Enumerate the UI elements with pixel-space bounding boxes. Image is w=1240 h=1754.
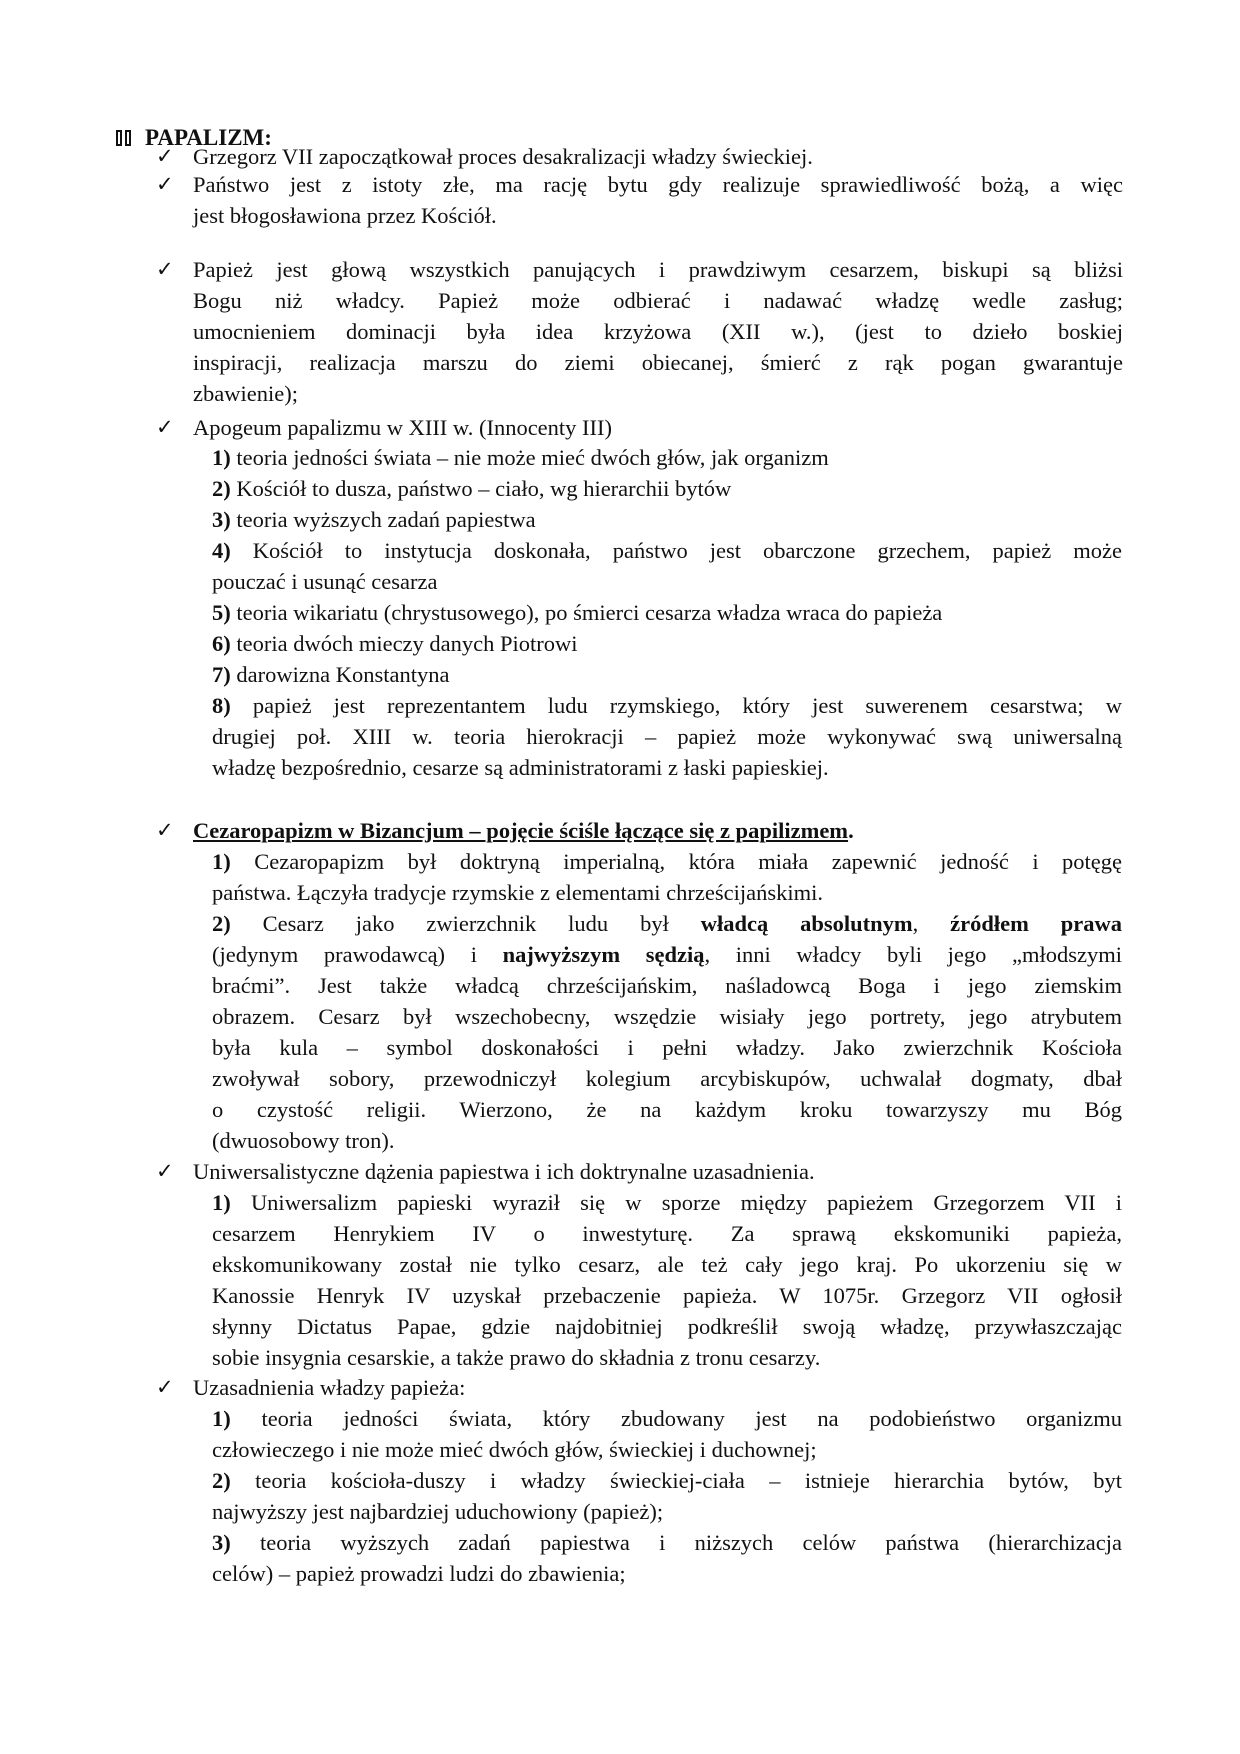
paragraph-line: (jedynym prawodawcą) i najwyższym sędzią, inni władcy byli jego „młodszymi (212, 942, 1122, 967)
bullet-item (156, 141, 1123, 172)
paragraph-line: zwoływał sobory, przewodniczył kolegium arcybiskupów, uchwalał dogmaty, dbał (212, 1066, 1122, 1091)
check-icon: ✓ (156, 415, 174, 439)
check-icon: ✓ (156, 172, 174, 196)
bullet-text: Uzasadnienia władzy papieża: (193, 1375, 466, 1400)
bullet-item (156, 1156, 1123, 1187)
paragraph-line: cesarzem Henrykiem IV o inwestyturę. Za sprawą ekskomuniki papieża, (212, 1221, 1122, 1246)
check-icon: ✓ (156, 1159, 174, 1183)
paragraph-line: obrazem. Cesarz był wszechobecny, wszędzie wisiały jego portrety, jego atrybutem (212, 1004, 1122, 1029)
list-item: 6) teoria dwóch mieczy danych Piotrowi (212, 631, 578, 656)
bullet-text: Apogeum papalizmu w XIII w. (Innocenty III) (193, 415, 613, 440)
check-icon: ✓ (156, 144, 174, 168)
bullet-text: Uniwersalistyczne dążenia papiestwa i ich doktrynalne uzasadnienia. (193, 1159, 815, 1184)
list-item: 2) Kościół to dusza, państwo – ciało, wg hierarchii bytów (212, 476, 732, 501)
bullet-item (156, 169, 1123, 231)
bullet-text: inspiracji, realizacja marszu do ziemi obiecanej, śmierć z rąk pogan gwarantuje (193, 350, 1123, 375)
paragraph-line: braćmi”. Jest także władcą chrześcijańskim, naśladowcą Boga i jego ziemskim (212, 973, 1122, 998)
paragraph-line: słynny Dictatus Papae, gdzie najdobitniej podkreślił swoją władzę, przywłaszczając (212, 1314, 1122, 1339)
list-item: 2) teoria kościoła-duszy i władzy świeckiej-ciała – istnieje hierarchia bytów, byt najwyższy jest najbardziej uduchowiony (papież); (212, 1468, 1122, 1524)
paragraph-line: ekskomunikowany został nie tylko cesarz, ale też cały jego kraj. Po ukorzeniu się w (212, 1252, 1122, 1277)
list-item: 3) teoria wyższych zadań papiestwa (212, 507, 536, 532)
double-box-icon (116, 130, 131, 146)
numbered-list (212, 1403, 1122, 1589)
paragraph-line: sobie insygnia cesarskie, a także prawo do składnia z tronu cesarzy. (212, 1345, 821, 1370)
check-icon: ✓ (156, 1375, 174, 1399)
bullet-text: zbawienie); (193, 381, 298, 406)
paragraph-line: (dwuosobowy tron). (212, 1128, 395, 1153)
list-item: 1) teoria jedności świata – nie może mieć dwóch głów, jak organizm (212, 445, 829, 470)
list-item: 3) teoria wyższych zadań papiestwa i niższych celów państwa (hierarchizacja celów) – papież prowadzi ludzi do zbawienia; (212, 1530, 1122, 1586)
check-icon: ✓ (156, 257, 174, 281)
bullet-item (156, 1372, 1123, 1403)
bullet-text: umocnieniem dominacji była idea krzyżowa (XII w.), (jest to dzieło boskiej (193, 319, 1123, 344)
bullet-text: Grzegorz VII zapoczątkował proces desakralizacji władzy świeckiej. (193, 144, 813, 169)
bullet-item (156, 412, 1123, 443)
heading-label: PAPALIZM: (145, 125, 272, 150)
uniwersalizm-paragraph (212, 1187, 1122, 1373)
bullet-item: ✓ Cezaropapizm w Bizancjum – pojęcie ściśle łączące się z papilizmem. (156, 815, 1123, 846)
numbered-list (212, 442, 1122, 783)
bullet-text: Państwo jest z istoty złe, ma rację bytu gdy realizuje sprawiedliwość bożą, a więc (193, 172, 1123, 197)
bullet-text: Bogu niż władcy. Papież może odbierać i nadawać władzę wedle zasług; (193, 288, 1123, 313)
list-item: 8) papież jest reprezentantem ludu rzymskiego, który jest suwerenem cesarstwa; w drugiej poł. XIII w. teoria hierokracji – papież może wykonywać swą uniwersalną władzę bezpośrednio, cesarze są administratorami z łaski papieskiej. (212, 693, 1122, 780)
paragraph-line: była kula – symbol doskonałości i pełni władzy. Jako zwierzchnik Kościoła (212, 1035, 1122, 1060)
bullet-text: jest błogosławiona przez Kościół. (193, 203, 497, 228)
paragraph-line: 1) Cezaropapizm był doktryną imperialną, która miała zapewnić jedność i potęgę (212, 849, 1123, 874)
paragraph-line: Kanossie Henryk IV uzyskał przebaczenie papieża. W 1075r. Grzegorz VII ogłosił (212, 1283, 1122, 1308)
list-item: 1) teoria jedności świata, który zbudowany jest na podobieństwo organizmu człowieczego i nie może mieć dwóch głów, świeckiej i duchownej; (212, 1406, 1122, 1462)
list-item: 5) teoria wikariatu (chrystusowego), po śmierci cesarza władza wraca do papieża (212, 600, 943, 625)
list-item: 4) Kościół to instytucja doskonała, państwo jest obarczone grzechem, papież może pouczać i usunąć cesarza (212, 538, 1123, 594)
underlined-heading: Cezaropapizm w Bizancjum – pojęcie ściśle łączące się z papilizmem (193, 818, 849, 843)
paragraph-line: 2) Cesarz jako zwierzchnik ludu był władcą absolutnym, źródłem prawa (212, 911, 1123, 936)
list-item: 7) darowizna Konstantyna (212, 662, 450, 687)
check-icon: ✓ (156, 818, 174, 842)
bullet-item (156, 254, 1123, 409)
paragraph-line: 1) Uniwersalizm papieski wyraził się w sporze między papieżem Grzegorzem VII i (212, 1190, 1123, 1215)
paragraph-line: o czystość religii. Wierzono, że na każdym kroku towarzyszy mu Bóg (212, 1097, 1122, 1122)
cezaropapizm-paragraphs (212, 846, 1122, 1156)
bullet-text: Papież jest głową wszystkich panujących i prawdziwym cesarzem, biskupi są bliżsi (193, 257, 1123, 282)
paragraph-line: państwa. Łączyła tradycje rzymskie z elementami chrześcijańskimi. (212, 880, 823, 905)
